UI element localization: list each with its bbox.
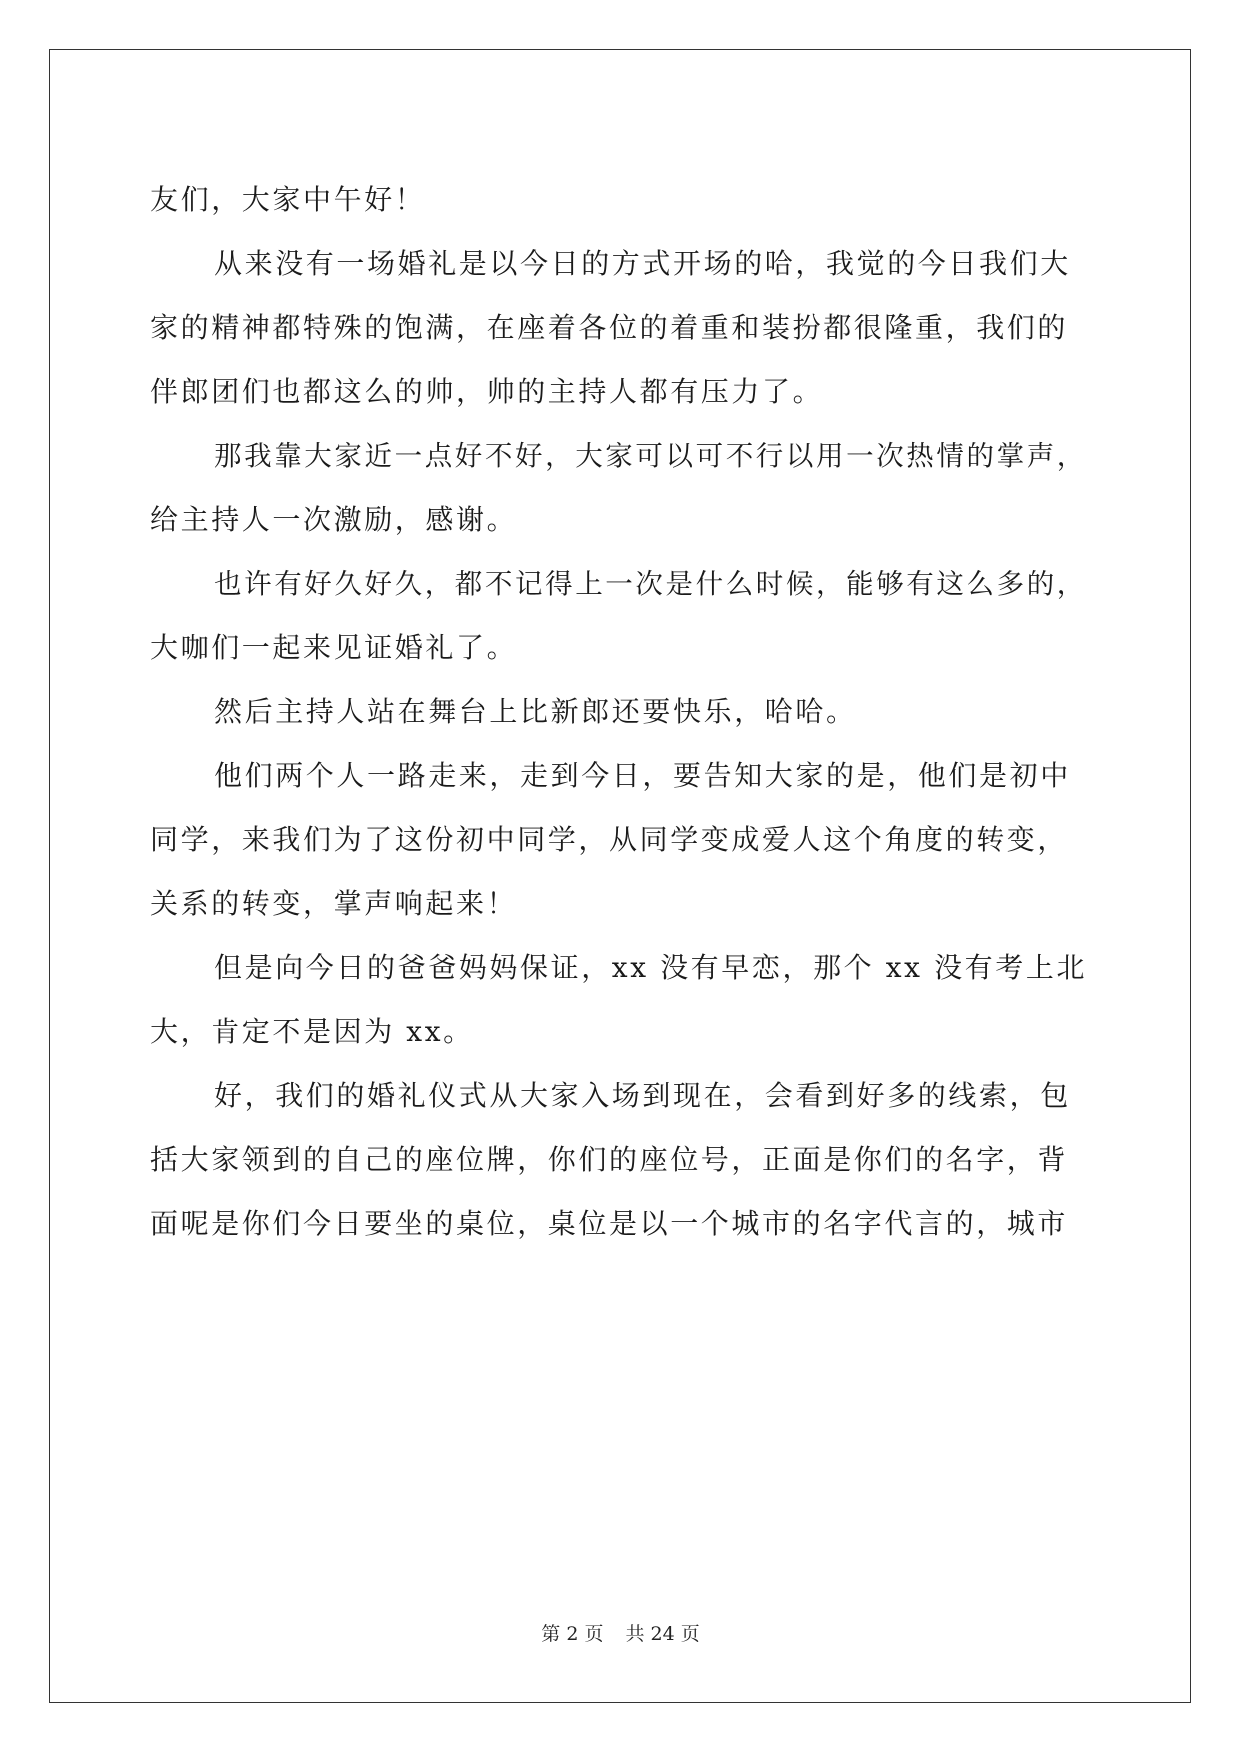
- text-line: 友们，大家中午好！: [150, 183, 426, 216]
- text-line: 好，我们的婚礼仪式从大家入场到现在，会看到好多的线索，包: [214, 1079, 1071, 1112]
- page-total: 共 24 页: [625, 1623, 700, 1645]
- text-line: 关系的转变，掌声响起来！: [150, 887, 518, 920]
- text-line: 家的精神都特殊的饱满，在座着各位的着重和装扮都很隆重，我们的: [150, 311, 1069, 344]
- text-line: 大咖们一起来见证婚礼了。: [150, 631, 518, 664]
- page-number: 第 2 页: [541, 1623, 604, 1645]
- text-line: 给主持人一次激励，感谢。: [150, 503, 518, 536]
- text-line: 那我靠大家近一点好不好，大家可以可不行以用一次热情的掌声，: [214, 440, 1087, 472]
- text-line: 也许有好久好久，都不记得上一次是什么时候，能够有这么多的，: [214, 568, 1087, 600]
- text-line: 面呢是你们今日要坐的桌位，桌位是以一个城市的名字代言的，城市: [150, 1207, 1069, 1240]
- text-line: 伴郎团们也都这么的帅，帅的主持人都有压力了。: [150, 375, 824, 408]
- document-body: [150, 168, 1092, 1256]
- text-line: 他们两个人一路走来，走到今日，要告知大家的是，他们是初中: [214, 759, 1071, 792]
- text-line: 然后主持人站在舞台上比新郎还要快乐，哈哈。: [214, 695, 857, 728]
- page-footer: [0, 1622, 1241, 1646]
- text-line: 大，肯定不是因为 xx。: [150, 1015, 474, 1048]
- text-line: 但是向今日的爸爸妈妈保证，xx 没有早恋，那个 xx 没有考上北: [214, 951, 1088, 984]
- text-line: 括大家领到的自己的座位牌，你们的座位号，正面是你们的名字，背: [150, 1143, 1069, 1176]
- text-line: 同学，来我们为了这份初中同学，从同学变成爱人这个角度的转变，: [150, 823, 1069, 856]
- text-line: 从来没有一场婚礼是以今日的方式开场的哈，我觉的今日我们大: [214, 247, 1071, 280]
